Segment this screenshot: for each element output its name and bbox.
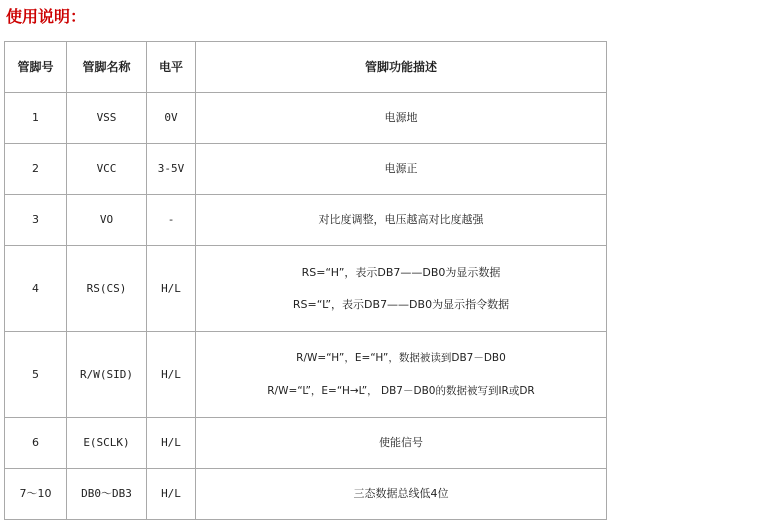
table-row (5, 332, 607, 418)
pin-name: VSS (67, 93, 147, 144)
header-pin-number: 管脚号 (5, 42, 67, 93)
table-row (5, 144, 607, 195)
table-row (5, 418, 607, 469)
pin-number: 2 (5, 144, 67, 195)
pin-level: H/L (147, 332, 196, 418)
pin-description: 电源正 (196, 144, 607, 195)
pin-description: 电源地 (196, 93, 607, 144)
description-line: R/W=“H”，E=“H”，数据被读到DB7－DB0 (296, 351, 506, 364)
description-line: RS=“H”，表示DB7——DB0为显示数据 (301, 266, 501, 280)
pin-level: 3-5V (147, 144, 196, 195)
pin-name: RS(CS) (67, 246, 147, 332)
pin-name: VCC (67, 144, 147, 195)
pin-description (196, 246, 607, 332)
pin-name: R/W(SID) (67, 332, 147, 418)
table-row (5, 93, 607, 144)
table-header-row (5, 42, 607, 93)
pin-number: 6 (5, 418, 67, 469)
table-row (5, 195, 607, 246)
header-pin-name: 管脚名称 (67, 42, 147, 93)
pin-name: E(SCLK) (67, 418, 147, 469)
header-function: 管脚功能描述 (196, 42, 607, 93)
pin-level: H/L (147, 246, 196, 332)
table-row (5, 469, 607, 520)
pin-description: 三态数据总线低4位 (196, 469, 607, 520)
pin-level: 0V (147, 93, 196, 144)
pin-level: - (147, 195, 196, 246)
pin-number: 7～10 (5, 469, 67, 520)
pin-number: 3 (5, 195, 67, 246)
pin-number: 5 (5, 332, 67, 418)
pin-level: H/L (147, 418, 196, 469)
pin-description: 使能信号 (196, 418, 607, 469)
table-row (5, 246, 607, 332)
pin-name: DB0～DB3 (67, 469, 147, 520)
pin-description (196, 332, 607, 418)
pin-number: 1 (5, 93, 67, 144)
pin-level: H/L (147, 469, 196, 520)
description-line: R/W=“L”，E=“H→L”， DB7－DB0的数据被写到IR或DR (267, 384, 535, 397)
description-line: RS=“L”，表示DB7——DB0为显示指令数据 (292, 297, 510, 311)
pin-table (4, 41, 607, 520)
page-title: 使用说明： (6, 7, 87, 26)
pin-number: 4 (5, 246, 67, 332)
pin-description: 对比度调整，电压越高对比度越强 (196, 195, 607, 246)
header-level: 电平 (147, 42, 196, 93)
pin-name: VO (67, 195, 147, 246)
